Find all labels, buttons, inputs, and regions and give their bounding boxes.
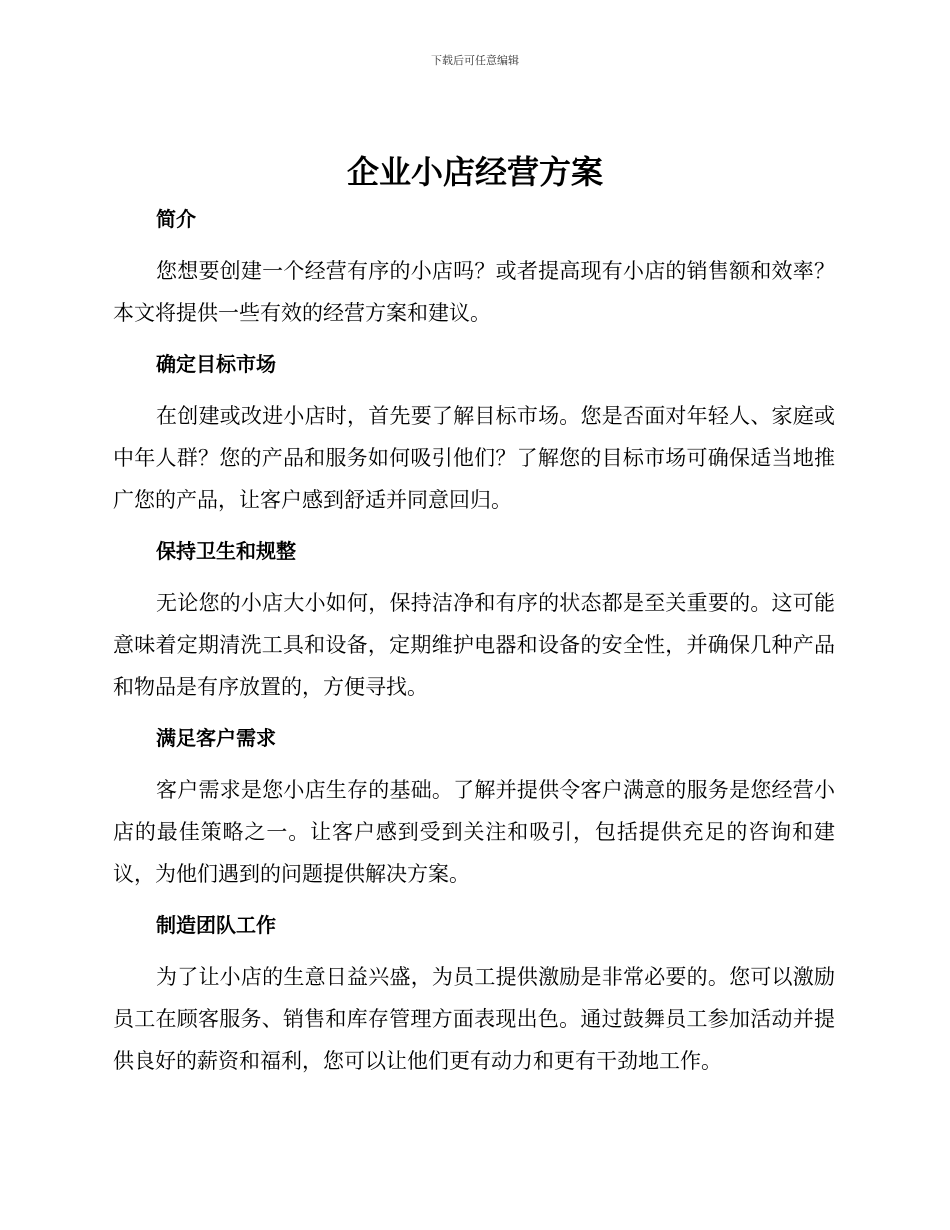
section-target-market — [113, 344, 835, 521]
section-intro — [113, 199, 835, 334]
document-content — [113, 199, 835, 1092]
section-paragraph: 为了让小店的生意日益兴盛，为员工提供激励是非常必要的。您可以激励员工在顾客服务、销售和库存管理方面表现出色。通过鼓舞员工参加活动并提供良好的薪资和福利，您可以让他们更有动力和更有干劲地工作。 — [113, 965, 835, 1073]
section-paragraph: 客户需求是您小店生存的基础。了解并提供令客户满意的服务是您经营小店的最佳策略之一。让客户感到受到关注和吸引，包括提供充足的咨询和建议，为他们遇到的问题提供解决方案。 — [113, 778, 835, 886]
section-customer-needs — [113, 718, 835, 895]
section-hygiene — [113, 531, 835, 708]
section-heading: 简介 — [156, 207, 196, 231]
page-header: 下载后可任意编辑 — [431, 54, 519, 67]
section-paragraph: 您想要创建一个经营有序的小店吗？或者提高现有小店的销售额和效率？本文将提供一些有效的经营方案和建议。 — [113, 259, 835, 325]
document-title: 企业小店经营方案 — [346, 153, 603, 191]
section-paragraph: 无论您的小店大小如何，保持洁净和有序的状态都是至关重要的。这可能意味着定期清洗工具和设备，定期维护电器和设备的安全性，并确保几种产品和物品是有序放置的，方便寻找。 — [113, 591, 835, 699]
section-heading: 制造团队工作 — [156, 913, 276, 937]
section-paragraph: 在创建或改进小店时，首先要了解目标市场。您是否面对年轻人、家庭或中年人群？您的产品和服务如何吸引他们？了解您的目标市场可确保适当地推广您的产品，让客户感到舒适并同意回归。 — [113, 404, 835, 512]
section-heading: 满足客户需求 — [156, 726, 276, 750]
section-heading: 确定目标市场 — [156, 352, 276, 376]
section-heading: 保持卫生和规整 — [156, 539, 296, 563]
section-teamwork — [113, 905, 835, 1082]
